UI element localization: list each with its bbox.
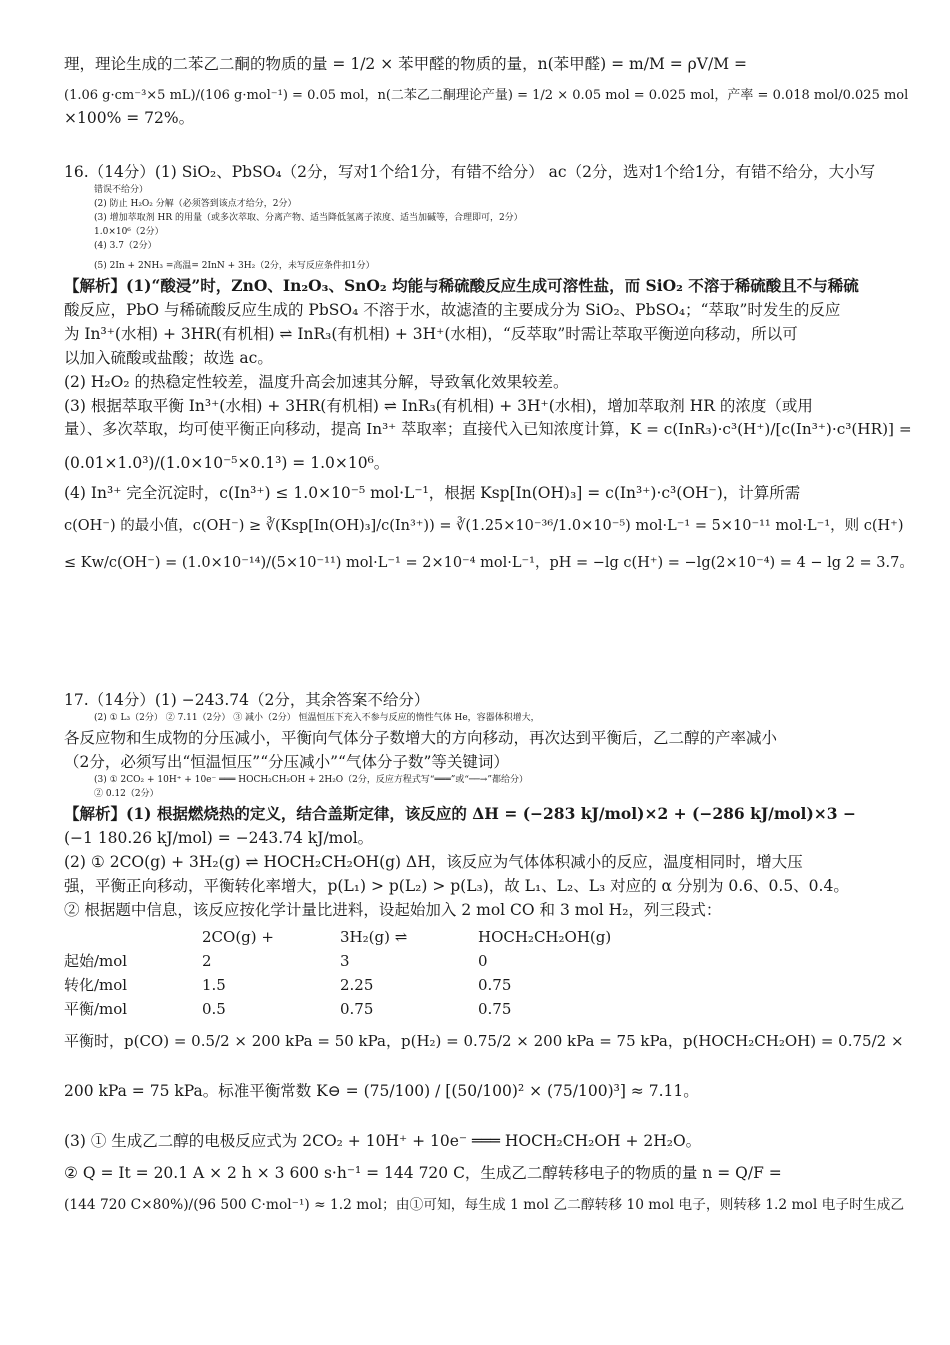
text-line: (2) ① 2CO(g) + 3H₂(g) ⇌ HOCH₂CH₂OH(g) ΔH，该反应为气体体积减小的反应，温度相同时，增大压 [64,852,803,871]
text-line: (4) In³⁺ 完全沉淀时，c(In³⁺) ≤ 1.0×10⁻⁵ mol·L⁻¹，根据 Ksp[In(OH)₃] = c(In³⁺)·c³(OH⁻)，计算所需 [64,484,801,503]
text-line: (0.01×1.0³)/(1.0×10⁻⁵×0.1³) = 1.0×10⁶。 [64,454,390,473]
text-line: (3) 增加萃取剂 HR 的用量（或多次萃取、分离产物、适当降低氢离子浓度、适当加碱等，合理即可，2分） [94,212,523,223]
text-line: 200 kPa = 75 kPa。标准平衡常数 K⊖ = (75/100) / [(50/100)² × (75/100)³] ≈ 7.11。 [64,1082,699,1101]
analysis-16: 【解析】(1)“酸浸”时，ZnO、In₂O₃、SnO₂ 均能与稀硫酸反应生成可溶性盐，而 SiO₂ 不溶于稀硫酸且不与稀硫 [64,275,859,295]
q15-continuation [64,52,914,130]
question-17-heading: 17.（14分）(1) −243.74（2分，其余答案不给分） [64,691,430,709]
q16-answers [64,160,914,574]
text-line: 量）、多次萃取，均可使平衡正向移动，提高 In³⁺ 萃取率；直接代入已知浓度计算，K = c(InR₃)·c³(H⁺)/[c(In³⁺)·c³(HR)] = [64,419,912,438]
text-line: c(OH⁻) 的最小值，c(OH⁻) ≥ ∛(Ksp[In(OH)₃]/c(In³⁺)) = ∛(1.25×10⁻³⁶/1.0×10⁻⁵) mol·L⁻¹ = 5×10⁻¹¹ mol·L⁻¹，则 c(H⁺) [64,518,904,535]
text-line: (4) 3.7（2分） [94,240,157,251]
text-line: 为 In³⁺(水相) + 3HR(有机相) ⇌ InR₃(有机相) + 3H⁺(水相)，“反萃取”时需让萃取平衡逆向移动，所以可 [64,324,798,343]
three-stage-table [64,926,696,1022]
table-cell: 3 [340,952,350,971]
table-header-row [64,926,696,950]
text-line: (5) 2In + 2NH₃ =高温= 2InN + 3H₂（2分，未写反应条件扣1分） [94,260,375,271]
table-cell: 转化/mol [64,976,128,995]
text-line: 酸反应，PbO 与稀硫酸反应生成的 PbSO₄ 不溶于水，故滤渣的主要成分为 SiO₂、PbSO₄；“萃取”时发生的反应 [64,300,841,319]
text-line: (2) 防止 H₂O₂ 分解（必须答到该点才给分，2分） [94,198,297,209]
table-cell: 起始/mol [64,952,128,971]
table-row [64,974,696,998]
table-cell: HOCH₂CH₂OH(g) [478,928,612,947]
table-cell: 1.5 [202,976,226,995]
text-line: (1.06 g·cm⁻³×5 mL)/(106 g·mol⁻¹) = 0.05 mol，n(二苯乙二酮理论产量) = 1/2 × 0.05 mol = 0.025 mol，产率 = 0.018 mol/0.025 mol [64,88,909,104]
table-cell: 0.5 [202,1000,226,1019]
text-line: 平衡时，p(CO) = 0.5/2 × 200 kPa = 50 kPa，p(H₂) = 0.75/2 × 200 kPa = 75 kPa，p(HOCH₂CH₂OH) = 0.75/2 × [64,1031,904,1050]
q17-answers [64,688,914,1217]
table-row [64,950,696,974]
text-line: ② 根据题中信息，该反应按化学计量比进料，设起始加入 2 mol CO 和 3 mol H₂，列三段式： [64,900,722,919]
text-line: (3) ① 生成乙二醇的电极反应式为 2CO₂ + 10H⁺ + 10e⁻ ═══ HOCH₂CH₂OH + 2H₂O。 [64,1132,702,1151]
text-line: (2) H₂O₂ 的热稳定性较差，温度升高会加速其分解，导致氧化效果较差。 [64,372,569,391]
text-line: (3) ① 2CO₂ + 10H⁺ + 10e⁻ ═══ HOCH₂CH₂OH + 2H₂O（2分，反应方程式写“═══”或“──→”都给分） [94,774,528,785]
text-line: 强，平衡正向移动，平衡转化率增大，p(L₁) > p(L₂) > p(L₃)，故 L₁、L₂、L₃ 对应的 α 分别为 0.6、0.5、0.4。 [64,876,849,895]
text-line: 1.0×10⁶（2分） [94,226,164,237]
text-line: (144 720 C×80%)/(96 500 C·mol⁻¹) ≈ 1.2 mol；由①可知，每生成 1 mol 乙二醇转移 10 mol 电子，则转移 1.2 mol 电子时生成乙 [64,1197,905,1214]
text-line: (−1 180.26 kJ/mol) = −243.74 kJ/mol。 [64,828,374,847]
text-line: (2) ① L₃（2分） ② 7.11（2分） ③ 减小（2分） 恒温恒压下充入不参与反应的惰性气体 He，容器体积增大， [94,713,540,724]
table-cell: 3H₂(g) ⇌ [340,928,408,947]
table-row [64,998,696,1022]
text-line: 各反应物和生成物的分压减小，平衡向气体分子数增大的方向移动，再次达到平衡后，乙二醇的产率减小 [64,728,778,747]
text-line: ×100% = 72%。 [64,109,195,128]
question-16-heading: 16.（14分）(1) SiO₂、PbSO₄（2分，写对1个给1分，有错不给分） ac（2分，选对1个给1分，有错不给分，大小写 [64,163,876,181]
text-line: 以加入硫酸或盐酸；故选 ac。 [64,348,273,367]
text-line: ② Q = It = 20.1 A × 2 h × 3 600 s·h⁻¹ = 144 720 C，生成乙二醇转移电子的物质的量 n = Q/F = [64,1164,782,1183]
table-cell: 0 [478,952,488,971]
text-line: ② 0.12（2分） [94,788,159,799]
text-line: (3) 根据萃取平衡 In³⁺(水相) + 3HR(有机相) ⇌ InR₃(有机相) + 3H⁺(水相)，增加萃取剂 HR 的浓度（或用 [64,396,813,415]
table-cell: 0.75 [340,1000,374,1019]
text-line: 错误不给分） [94,185,149,196]
table-cell: 2 [202,952,212,971]
table-cell: 平衡/mol [64,1000,128,1019]
text-line: 理，理论生成的二苯乙二酮的物质的量 = 1/2 × 苯甲醛的物质的量，n(苯甲醛) = m/M = ρV/M = [64,55,747,73]
table-cell: 0.75 [478,976,512,995]
table-cell: 2CO(g) + [202,928,274,947]
analysis-17: 【解析】(1) 根据燃烧热的定义，结合盖斯定律，该反应的 ΔH = (−283 kJ/mol)×2 + (−286 kJ/mol)×3 − [64,803,856,823]
table-cell: 2.25 [340,976,374,995]
text-line: ≤ Kw/c(OH⁻) = (1.0×10⁻¹⁴)/(5×10⁻¹¹) mol·L⁻¹ = 2×10⁻⁴ mol·L⁻¹，pH = −lg c(H⁺) = −lg(2×10⁻⁴) = 4 − lg 2 = 3.7。 [64,554,914,571]
text-line: （2分，必须写出“恒温恒压”“分压减小”“气体分子数”等关键词） [64,752,509,771]
table-cell [64,926,202,950]
table-cell: 0.75 [478,1000,512,1019]
